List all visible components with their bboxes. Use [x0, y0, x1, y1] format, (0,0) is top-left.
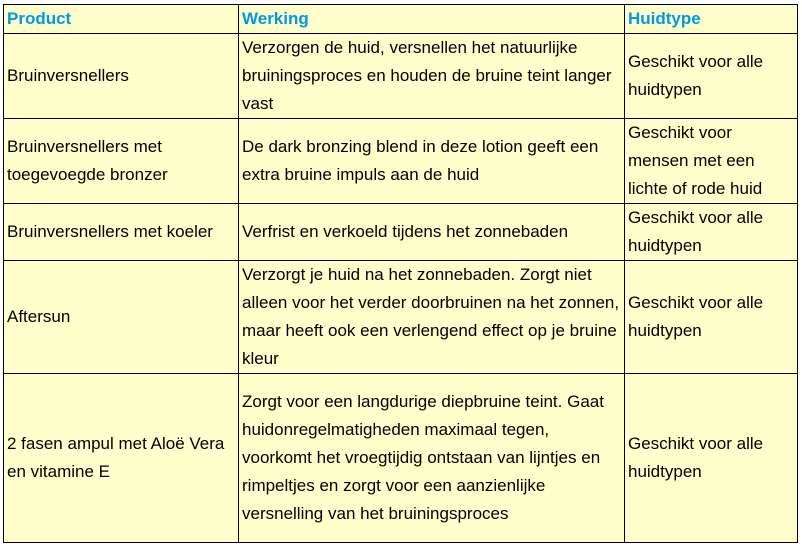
product-cell: 2 fasen ampul met Aloë Vera en vitamine E	[4, 374, 239, 543]
product-cell: Bruinversnellers met toegevoegde bronzer	[4, 119, 239, 204]
product-cell: Bruinversnellers	[4, 34, 239, 119]
product-cell: Bruinversnellers met koeler	[4, 204, 239, 261]
huidtype-cell: Geschikt voor alle huidtypen	[625, 204, 798, 261]
table-row	[4, 261, 798, 374]
table-row	[4, 119, 798, 204]
product-table-container	[3, 4, 798, 543]
table-row	[4, 204, 798, 261]
header-werking: Werking	[239, 5, 625, 34]
huidtype-cell: Geschikt voor alle huidtypen	[625, 261, 798, 374]
header-row	[4, 5, 798, 34]
werking-cell: De dark bronzing blend in deze lotion geeft een extra bruine impuls aan de huid	[239, 119, 625, 204]
header-huidtype: Huidtype	[625, 5, 798, 34]
product-cell: Aftersun	[4, 261, 239, 374]
huidtype-cell: Geschikt voor alle huidtypen	[625, 34, 798, 119]
werking-cell: Verzorgt je huid na het zonnebaden. Zorgt niet alleen voor het verder doorbruinen na het zonnen, maar heeft ook een verlengend effect op je bruine kleur	[239, 261, 625, 374]
werking-cell: Verfrist en verkoeld tijdens het zonnebaden	[239, 204, 625, 261]
werking-cell: Zorgt voor een langdurige diepbruine teint. Gaat huidonregelmatigheden maximaal tegen, voorkomt het vroegtijdig ontstaan van lijntjes en rimpeltjes en zorgt voor een aanzienlijke versnelling van het bruiningsproces	[239, 374, 625, 543]
table-row	[4, 34, 798, 119]
product-table	[3, 4, 798, 543]
header-product: Product	[4, 5, 239, 34]
table-row	[4, 374, 798, 543]
werking-cell: Verzorgen de huid, versnellen het natuurlijke bruiningsproces en houden de bruine teint langer vast	[239, 34, 625, 119]
huidtype-cell: Geschikt voor alle huidtypen	[625, 374, 798, 543]
huidtype-cell: Geschikt voor mensen met een lichte of rode huid	[625, 119, 798, 204]
